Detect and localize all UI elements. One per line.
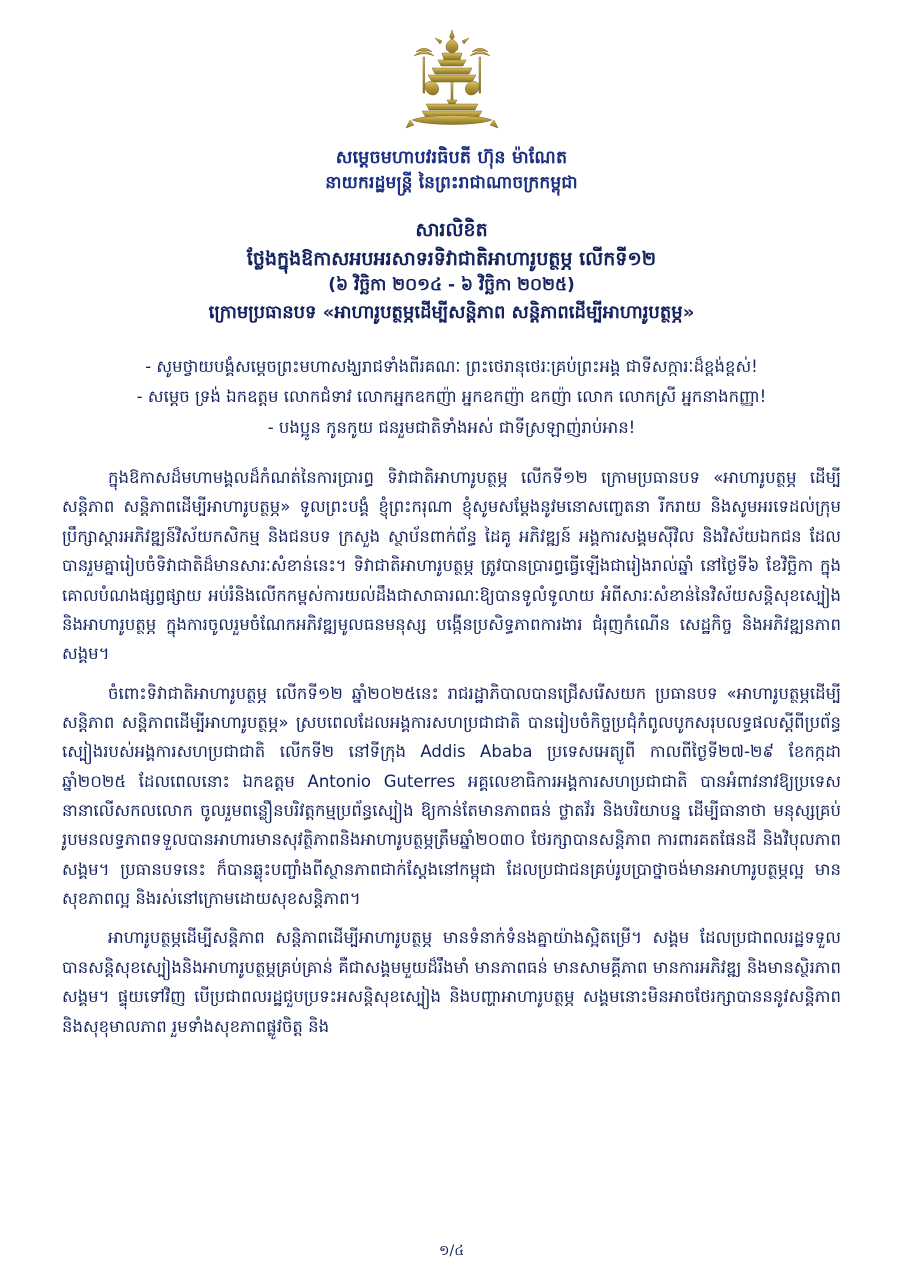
- document-header: [62, 146, 841, 196]
- royal-arms-of-cambodia-emblem: [392, 28, 512, 136]
- salutation-line: - សម្តេច ទ្រង់ ឯកឧត្តម លោកជំទាវ លោកអ្នកឧកញ៉ា អ្នកឧកញ៉ា ឧកញ៉ា លោក លោកស្រី អ្នកនាងកញ្ញា!: [136, 387, 767, 407]
- title-block: [62, 216, 841, 326]
- document-kind: សារលិខិត: [415, 219, 488, 242]
- header-line-2: នាយករដ្ឋមន្ត្រី នៃព្រះរាជាណាចក្រកម្ពុជា: [325, 173, 578, 194]
- header-line-1: សម្តេចមហាបវរធិបតី ហ៊ុន ម៉ាណែត: [335, 148, 568, 168]
- salutation-line: - សូមថ្វាយបង្គំសម្តេចព្រះមហាសង្ឃរាជទាំងពីរគណៈ ព្រះថេរានុថេរៈគ្រប់ព្រះអង្គ ជាទីសក្ការៈដ៏ខ្ពង់ខ្ពស់!: [145, 356, 758, 376]
- emblem-container: [62, 28, 841, 136]
- body-paragraph: ចំពោះទិវាជាតិអាហារូបត្ថម្ភ លើកទី១២ ឆ្នាំ២០២៥នេះ រាជរដ្ឋាភិបាលបានជ្រើសរើសយក ប្រធានបទ «អាហារូបត្ថម្ភដើម្បីសន្តិភាព សន្តិភាពដើម្បីអាហារូបត្ថម្ភ» ស្របពេលដែលអង្គការសហប្រជាជាតិ បានរៀបចំកិច្ចប្រជុំកំពូលបូកសរុបលទ្ធផលស្តីពីប្រព័ន្ធស្បៀងរបស់អង្គការសហប្រជាជាតិ លើកទី២ នៅទីក្រុង Addis Ababa ប្រទេសអេត្យូពី កាលពីថ្ងៃទី២៧-២៩ ខែកក្កដា ឆ្នាំ២០២៥ ដែលពេលនោះ ឯកឧត្តម Antonio Guterres អគ្គលេខាធិការអង្គការសហប្រជាជាតិ បានអំពាវនាវឱ្យប្រទេសនានាលើសកលលោក ចូលរួមពន្លឿនបរិវត្តកម្មប្រព័ន្ធស្បៀង ឱ្យកាន់តែមានភាពធន់ ថ្លាតវ័រ និងបរិយាបន្ន ដើម្បីធានាថា មនុស្សគ្រប់ រូបមនលទ្ធភាពទទួលបានអាហារមានសុវត្ថិភាពនិងអាហារូបត្ថម្ភត្រឹមឆ្នាំ២០៣០ ថែរក្សាបានសន្តិភាព ការពារគតផែនដី និងវិបុលភាពសង្គម។ ប្រធានបទនេះ ក៏បានឆ្លុះបញ្ចាំងពីស្ថានភាពជាក់ស្តែងនៅកម្ពុជា ដែលប្រជាជនគ្រប់រូបប្រាថ្នាចង់មានអាហារូបត្ថម្ភល្អ មានសុខភាពល្អ និងរស់នៅក្រោមដោយសុខសន្តិភាព។: [62, 683, 841, 909]
- title-dates: (៦ វិច្ឆិកា ២០១៤ - ៦ វិច្ឆិកា ២០២៥): [328, 275, 575, 296]
- page-number: ១/៤: [438, 1243, 465, 1259]
- salutation-line: - បងប្អូន កូនកូយ ជនរួមជាតិទាំងអស់ ជាទីស្រឡាញ់រាប់អាន!: [267, 417, 636, 437]
- page-title: ថ្លែងក្នុងឱកាសអបអរសាទរទិវាជាតិអាហារូបត្ថម្ភ លើកទី១២: [246, 247, 657, 270]
- document-body: [62, 463, 841, 1041]
- title-theme: ក្រោមប្រធានបទ «អាហារូបត្ថម្ភដើម្បីសន្តិភាព សន្តិភាពដើម្បីអាហារូបត្ថម្ភ»: [208, 301, 695, 323]
- body-paragraph: អាហារូបត្ថម្ភដើម្បីសន្តិភាព សន្តិភាពដើម្បីអាហារូបត្ថម្ភ មានទំនាក់ទំនងគ្នាយ៉ាងស្អិតម្រើ។ សង្គម ដែលប្រជាពលរដ្ឋទទួលបានសន្តិសុខស្បៀងនិងអាហារូបត្ថម្ភគ្រប់គ្រាន់ គឺជាសង្គមមួយដ៏រឹងមាំ មានភាពធន់ មានសាមគ្គីភាព មានការអភិវឌ្ឍ និងមានស្ថិរភាពសង្គម។ ផ្ទុយទៅវិញ បើប្រជាពលរដ្ឋជួបប្រទះអសន្តិសុខស្បៀង និងបញ្ហាអាហារូបត្ថម្ភ សង្គមនោះមិនអាចថែរក្សាបានននូវសន្តិភាព និងសុខុមាលភាព រួមទាំងសុខភាពផ្លូវចិត្ត និង: [62, 928, 841, 1036]
- body-paragraph: ក្នុងឱកាសដ៏មហាមង្គលដ៏កំណត់នៃការប្រារព្ធ ទិវាជាតិអាហារូបត្ថម្ភ លើកទី១២ ក្រោមប្រធានបទ «អាហារូបត្ថម្ភ ដើម្បីសន្តិភាព សន្តិភាពដើម្បីអាហារូបត្ថម្ភ» ទូលព្រះបង្គំ ខ្ញុំព្រះករុណា ខ្ញុំសូមសម្តែងនូវមនោសញ្ចេតនា រីករាយ និងសូមអរទេដល់ក្រុមប្រឹក្សាស្តារអភិវឌ្ឍន៍វិស័យកសិកម្ម និងជនបទ ក្រសួង ស្ថាប័នពាក់ព័ន្ធ ដៃគូ អភិវឌ្ឍន៍ អង្គការសង្គមស៊ីវិល និងវិស័យឯកជន ដែលបានរួមគ្នារៀបចំទិវាជាតិដ៏មានសារៈសំខាន់នេះ។ ទិវាជាតិអាហារូបត្ថម្ភ ត្រូវបានប្រារព្ធធ្វើឡើងជារៀងរាល់ឆ្នាំ នៅថ្ងៃទី៦ ខែវិច្ឆិកា ក្នុងគោលបំណងផ្សព្វផ្សាយ អប់រំនិងលើកកម្ពស់ការយល់ដឹងជាសាធារណៈឱ្យបានទូលំទូលាយ អំពីសារៈសំខាន់នៃវិស័យសន្តិសុខស្បៀង និងអាហារូបត្ថម្ភ ក្នុងការចូលរួមចំណែកអភិវឌ្ឍមូលធនមនុស្ស បង្កើនប្រសិទ្ធភាពការងារ ជំរុញកំណើន សេដ្ឋកិច្ច និងអភិវឌ្ឍនភាពសង្គម។: [62, 468, 841, 664]
- salutations: [62, 352, 841, 444]
